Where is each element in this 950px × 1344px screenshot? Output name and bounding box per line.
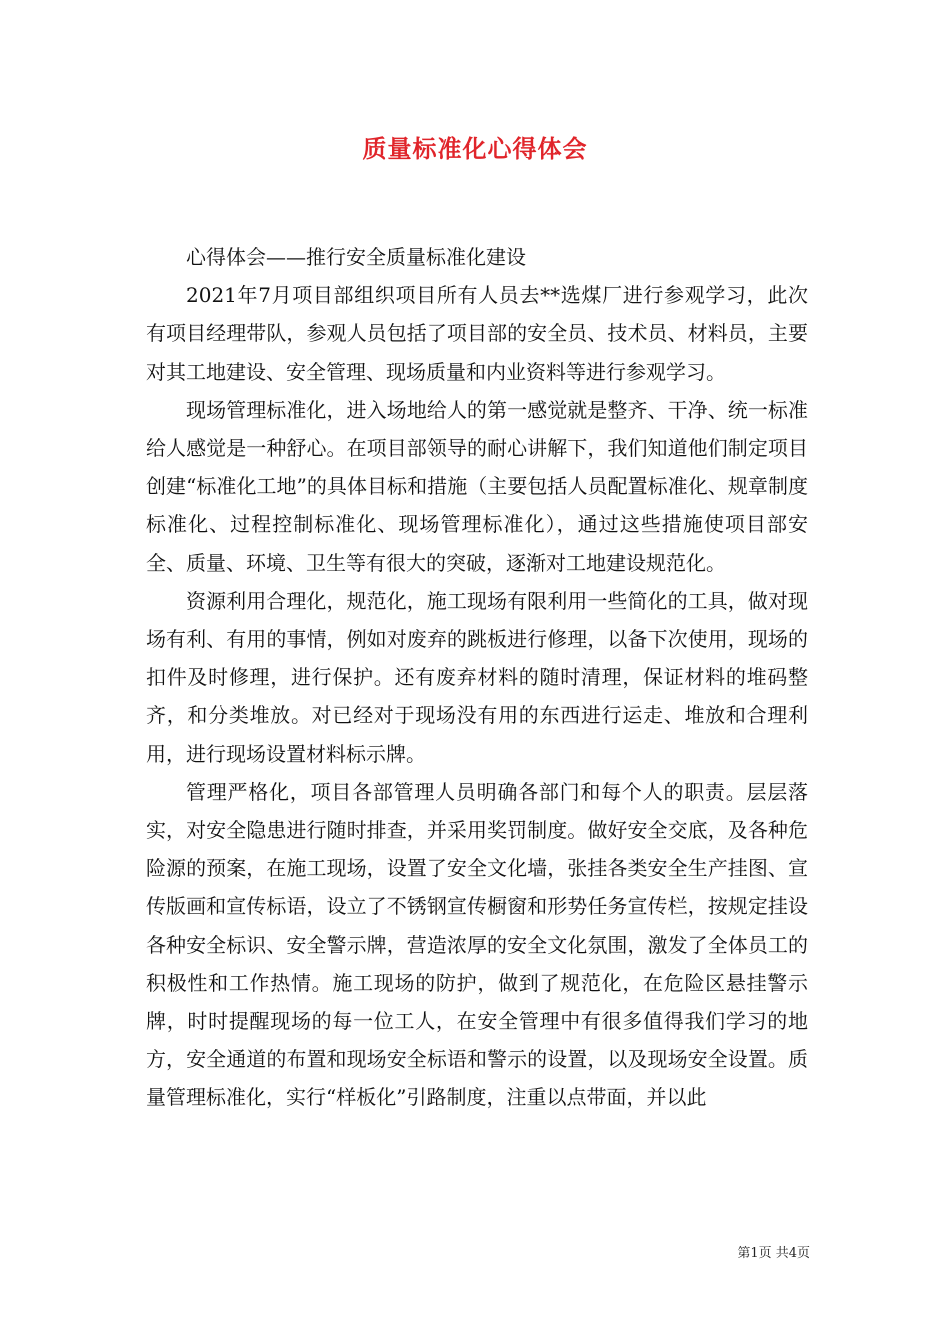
paragraph-1: 2021年7月项目部组织项目所有人员去**选煤厂进行参观学习，此次有项目经理带队，参观人员包括了项目部的安全员、技术员、材料员，主要对其工地建设、安全管理、现场质量和内业资料等进行参观学习。 [146,283,808,384]
paragraph-4: 管理严格化，项目各部管理人员明确各部门和每个人的职责。层层落实，对安全隐患进行随时排查，并采用奖罚制度。做好安全交底，及各种危险源的预案，在施工现场，设置了安全文化墙，张挂各类安全生产挂图、宣传版画和宣传标语，设立了不锈钢宣传橱窗和形势任务宣传栏，按规定挂设各种安全标识、安全警示牌，营造浓厚的安全文化氛围，激发了全体员工的积极性和工作热情。施工现场的防护，做到了规范化，在危险区悬挂警示牌，时时提醒现场的每一位工人，在安全管理中有很多值得我们学习的地方，安全通道的布置和现场安全标语和警示的设置，以及现场安全设置。质量管理标准化，实行“样板化”引路制度，注重以点带面，并以此 [146,779,808,1110]
subtitle-paragraph: 心得体会——推行安全质量标准化建设 [186,245,526,269]
document-body [146,238,808,1117]
page-number-footer: 第1页 共4页 [737,1246,810,1261]
paragraph-3: 资源利用合理化，规范化，施工现场有限利用一些简化的工具，做对现场有利、有用的事情，例如对废弃的跳板进行修理，以备下次使用，现场的扣件及时修理，进行保护。还有废弃材料的随时清理，保证材料的堆码整齐，和分类堆放。对已经对于现场没有用的东西进行运走、堆放和合理利用，进行现场设置材料标示牌。 [146,588,808,766]
page-title: 质量标准化心得体会 [362,134,588,163]
paragraph-2: 现场管理标准化，进入场地给人的第一感觉就是整齐、干净、统一标准给人感觉是一种舒心。在项目部领导的耐心讲解下，我们知道他们制定项目创建“标准化工地”的具体目标和措施（主要包括人员配置标准化、规章制度标准化、过程控制标准化、现场管理标准化），通过这些措施使项目部安全、质量、环境、卫生等有很大的突破，逐渐对工地建设规范化。 [146,397,808,575]
